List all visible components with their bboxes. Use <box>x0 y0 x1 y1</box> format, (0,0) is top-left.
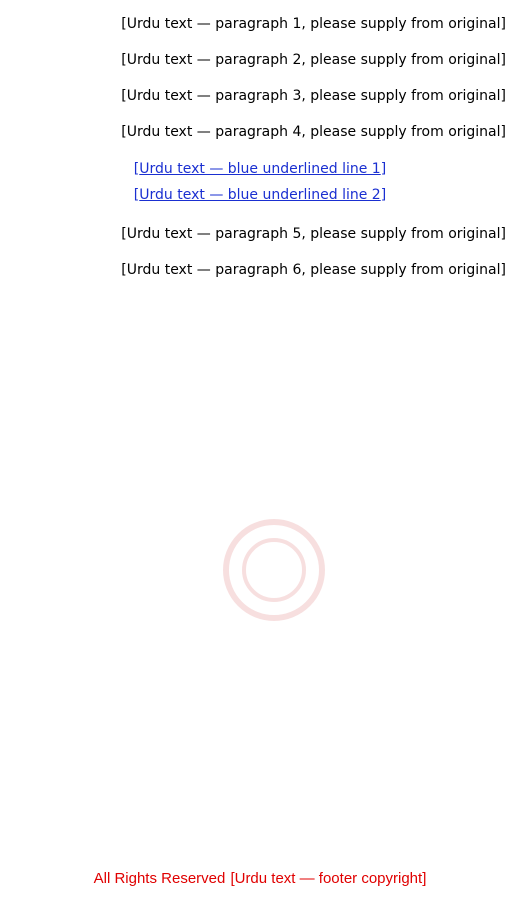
highlight-link-1[interactable]: [Urdu text — blue underlined line 1] <box>133 161 387 177</box>
footer-copyright-urdu: [Urdu text — footer copyright] <box>230 870 427 887</box>
paragraph-4: [Urdu text — paragraph 4, please supply from original] <box>121 124 506 140</box>
paragraph-2: [Urdu text — paragraph 2, please supply from original] <box>121 52 506 68</box>
paragraph-5: [Urdu text — paragraph 5, please supply from original] <box>121 226 506 242</box>
article-page <box>14 10 506 893</box>
highlight-link-2[interactable]: [Urdu text — blue underlined line 2] <box>133 187 387 203</box>
highlight-block <box>14 156 506 208</box>
watermark-logo-icon <box>164 510 384 630</box>
paragraph-1: [Urdu text — paragraph 1, please supply from original] <box>121 16 506 32</box>
paragraph-3: [Urdu text — paragraph 3, please supply from original] <box>121 88 506 104</box>
paragraph-6: [Urdu text — paragraph 6, please supply from original] <box>121 262 506 278</box>
footer <box>14 868 506 887</box>
footer-copyright-en: All Rights Reserved <box>93 870 226 887</box>
